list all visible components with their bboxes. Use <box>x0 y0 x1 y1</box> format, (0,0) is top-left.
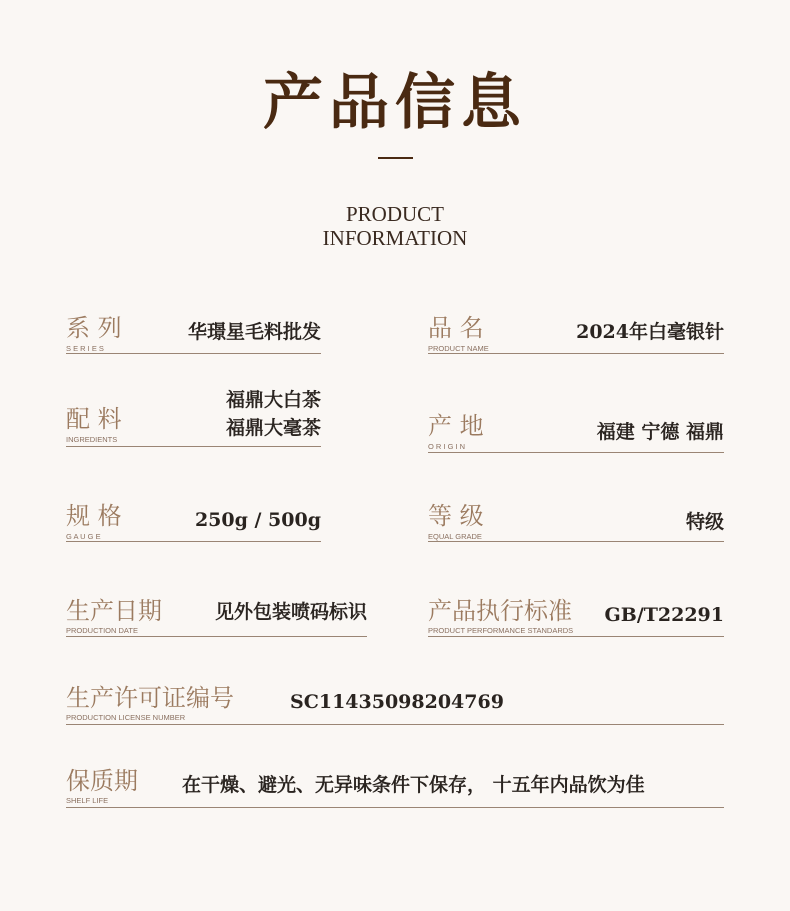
ingredients-underline <box>66 446 321 447</box>
shelf-life-label-en: SHELF LIFE <box>66 796 109 805</box>
gauge-label: 规 格 <box>66 502 122 530</box>
series-value: 华璟星毛料批发 <box>187 321 321 343</box>
field-origin <box>428 412 724 453</box>
origin-label-en: O R I G I N <box>428 442 466 451</box>
production-date-value: 见外包装喷码标识 <box>214 601 367 623</box>
origin-label: 产 地 <box>428 412 484 440</box>
gauge-value: 250g / 500g <box>194 509 321 531</box>
grade-value: 特级 <box>685 511 724 533</box>
page-subtitle <box>0 202 790 250</box>
ingredients-value-1: 福鼎大白茶 <box>225 389 321 411</box>
license-underline <box>66 724 724 725</box>
grade-label: 等 级 <box>428 502 484 530</box>
standard-underline <box>428 636 724 637</box>
license-value: SC11435098204769 <box>290 691 504 713</box>
field-series <box>66 314 321 354</box>
standard-label: 产品执行标准 <box>428 597 572 625</box>
product-name-value: 2024年白毫银针 <box>576 321 724 343</box>
product-name-label-en: PRODUCT NAME <box>428 344 489 353</box>
license-label: 生产许可证编号 <box>66 684 234 712</box>
series-label-en: S E R I E S <box>66 344 104 353</box>
origin-underline <box>428 452 724 453</box>
ingredients-label: 配 料 <box>66 405 122 433</box>
gauge-underline <box>66 541 321 542</box>
grade-underline <box>428 541 724 542</box>
standard-value: GB/T22291 <box>604 604 724 626</box>
ingredients-value-2: 福鼎大毫茶 <box>225 417 321 439</box>
field-gauge <box>66 502 321 542</box>
gauge-label-en: G A U G E <box>66 532 101 541</box>
origin-value: 福建 宁德 福鼎 <box>596 421 724 443</box>
shelf-life-value: 在干燥、避光、无异味条件下保存， 十五年内品饮为佳 <box>182 774 645 796</box>
product-name-label: 品 名 <box>428 314 484 342</box>
field-production-date <box>66 597 367 637</box>
shelf-life-label: 保质期 <box>66 767 138 795</box>
production-date-label: 生产日期 <box>66 597 162 625</box>
production-date-label-en: PRODUCTION DATE <box>66 626 138 635</box>
field-product-name <box>428 314 724 354</box>
production-date-underline <box>66 636 367 637</box>
series-underline <box>66 353 321 354</box>
shelf-life-underline <box>66 807 724 808</box>
grade-label-en: EQUAL GRADE <box>428 532 482 541</box>
license-label-en: PRODUCTION LICENSE NUMBER <box>66 713 186 722</box>
subtitle-line-1: PRODUCT <box>345 202 445 226</box>
field-license <box>66 684 724 725</box>
subtitle-line-2: INFORMATION <box>322 226 468 250</box>
series-label: 系 列 <box>66 314 122 342</box>
product-name-underline <box>428 353 724 354</box>
ingredients-label-en: INGREDIENTS <box>66 435 118 444</box>
field-shelf-life <box>66 767 724 808</box>
field-ingredients <box>66 387 321 447</box>
title-divider <box>378 157 413 159</box>
standard-label-en: PRODUCT PERFORMANCE STANDARDS <box>428 626 574 635</box>
page-title: 产品信息 <box>263 68 527 138</box>
field-standard <box>428 597 724 637</box>
field-grade <box>428 502 724 542</box>
